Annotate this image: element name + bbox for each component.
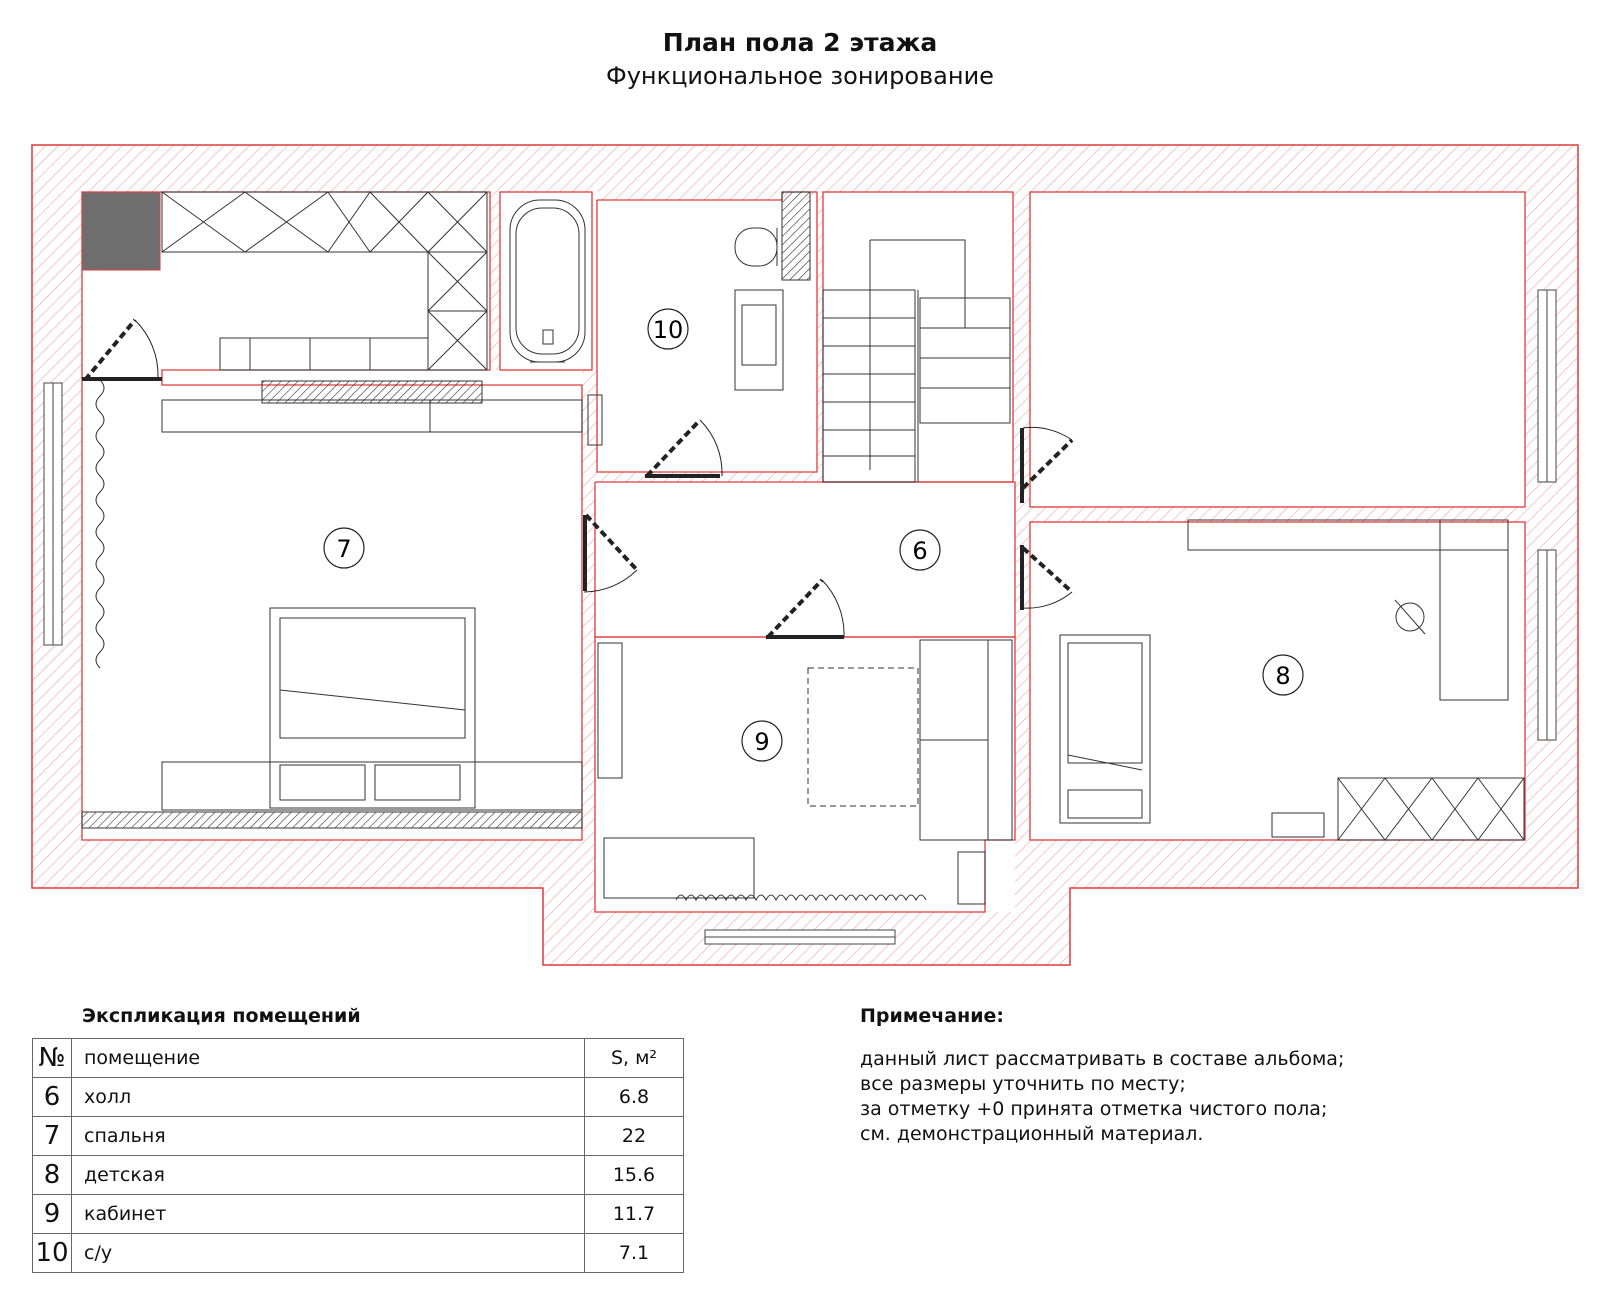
- page-title: План пола 2 этажа: [662, 28, 938, 57]
- row-room-name: детская: [72, 1156, 585, 1195]
- page-subtitle: Функциональное зонирование: [606, 62, 994, 90]
- column-header-number: №: [33, 1039, 72, 1078]
- note-line: все размеры уточнить по месту;: [860, 1073, 1186, 1095]
- column-header-room: помещение: [72, 1039, 585, 1078]
- table-row: [33, 1078, 684, 1117]
- room-number-10: 10: [652, 316, 684, 344]
- room-marker-6: [900, 530, 940, 570]
- row-number: 6: [33, 1078, 72, 1117]
- row-room-name: с/у: [72, 1234, 585, 1273]
- room-marker-8: [1263, 655, 1303, 695]
- row-area: 22: [585, 1117, 684, 1156]
- row-room-name: кабинет: [72, 1195, 585, 1234]
- row-room-name: холл: [72, 1078, 585, 1117]
- row-room-name: спальня: [72, 1117, 585, 1156]
- room-marker-7: [324, 528, 364, 568]
- column-header-area: S, м²: [585, 1039, 684, 1078]
- row-number: 9: [33, 1195, 72, 1234]
- table-row: [33, 1234, 684, 1273]
- row-number: 8: [33, 1156, 72, 1195]
- table-row: [33, 1156, 684, 1195]
- row-number: 7: [33, 1117, 72, 1156]
- room-number-7: 7: [336, 535, 352, 563]
- notes-heading: Примечание:: [860, 1005, 1005, 1027]
- table-header-row: [33, 1039, 684, 1078]
- notes-list: [860, 1047, 1344, 1147]
- room-number-9: 9: [754, 728, 770, 756]
- row-area: 6.8: [585, 1078, 684, 1117]
- row-number: 10: [33, 1234, 72, 1273]
- table-row: [33, 1117, 684, 1156]
- room-number-8: 8: [1275, 662, 1291, 690]
- row-area: 7.1: [585, 1234, 684, 1273]
- room-marker-10: [648, 309, 688, 349]
- note-line: данный лист рассматривать в составе альбома;: [860, 1048, 1345, 1070]
- row-area: 15.6: [585, 1156, 684, 1195]
- note-line: за отметку +0 принята отметка чистого пола;: [860, 1098, 1328, 1120]
- room-number-6: 6: [912, 537, 928, 565]
- room-marker-9: [742, 721, 782, 761]
- row-area: 11.7: [585, 1195, 684, 1234]
- legend-heading: Экспликация помещений: [82, 1005, 361, 1027]
- room-legend-table: [32, 1038, 684, 1273]
- table-row: [33, 1195, 684, 1234]
- note-line: см. демонстрационный материал.: [860, 1123, 1204, 1145]
